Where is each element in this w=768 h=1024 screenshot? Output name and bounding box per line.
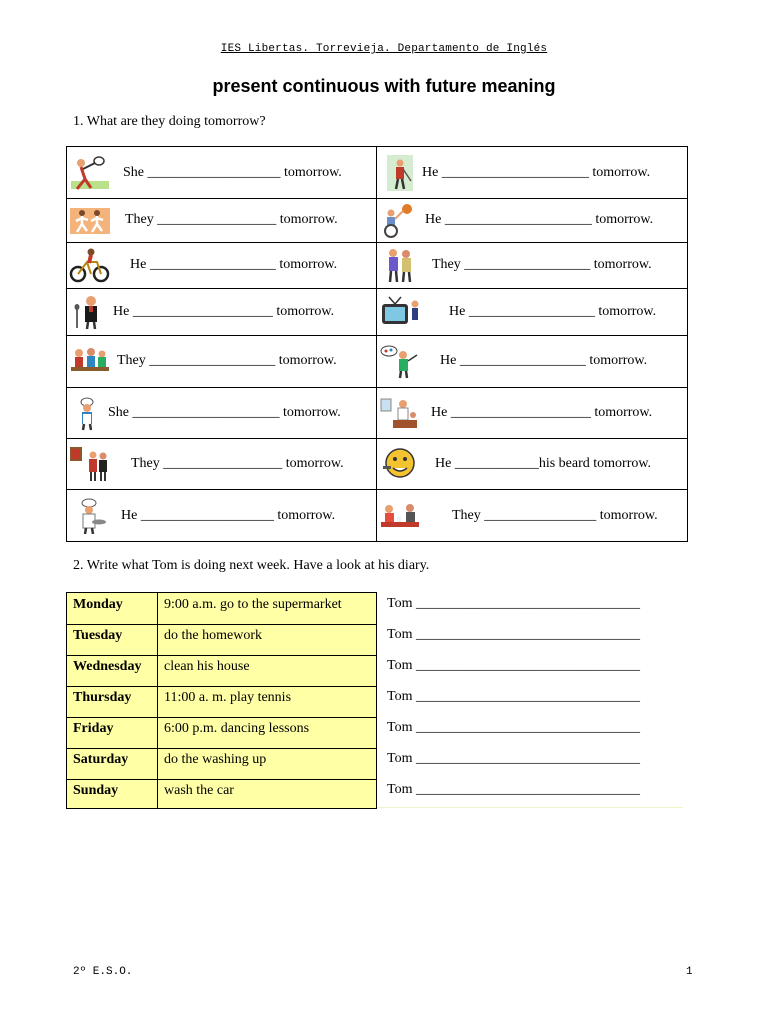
exercise1-item bbox=[377, 438, 688, 489]
diary-day: Tuesday bbox=[73, 628, 123, 643]
diary-activity: wash the car bbox=[164, 783, 234, 798]
diary-table bbox=[66, 592, 377, 809]
exercise1-sentence[interactable]: He __________________ tomorrow. bbox=[130, 257, 338, 272]
painter-icon bbox=[379, 343, 421, 379]
tom-answer-line[interactable]: Tom ________________________________ bbox=[387, 720, 640, 735]
diary-activity: 6:00 p.m. dancing lessons bbox=[164, 721, 310, 736]
exercise1-item bbox=[377, 335, 688, 387]
exercise1-item bbox=[67, 489, 376, 543]
exercise1-sentence[interactable]: She ___________________ tomorrow. bbox=[123, 164, 342, 180]
exercise1-sentence[interactable]: He __________________ tomorrow. bbox=[440, 353, 648, 368]
doctor-patient-icon bbox=[379, 395, 421, 431]
diary-day: Thursday bbox=[73, 690, 132, 705]
diary-activity: 9:00 a.m. go to the supermarket bbox=[164, 597, 342, 612]
footer-course: 2º E.S.O. bbox=[73, 966, 133, 978]
exercise1-item bbox=[67, 242, 376, 288]
exercise1-sentence[interactable]: He ____________________ tomorrow. bbox=[113, 303, 335, 319]
exercise2-instruction: 2. Write what Tom is doing next week. Have a look at his diary. bbox=[73, 558, 430, 573]
tom-answer-line[interactable]: Tom ________________________________ bbox=[387, 596, 640, 611]
tom-answer-line[interactable]: Tom ________________________________ bbox=[387, 689, 640, 704]
exercise1-grid bbox=[66, 146, 688, 542]
restaurant-couple-icon bbox=[379, 498, 421, 534]
exercise1-item bbox=[67, 288, 376, 335]
exercise1-item bbox=[377, 489, 688, 543]
shaving-man-icon bbox=[379, 446, 421, 482]
exercise1-sentence[interactable]: He _____________________ tomorrow. bbox=[422, 164, 651, 180]
exercise1-sentence[interactable]: They ________________ tomorrow. bbox=[452, 508, 658, 523]
exercise1-sentence[interactable]: They _________________ tomorrow. bbox=[131, 455, 344, 471]
exercise1-item bbox=[377, 242, 688, 288]
page-title: present continuous with future meaning bbox=[212, 76, 556, 96]
exercise1-sentence[interactable]: He _____________________ tomorrow. bbox=[425, 212, 654, 227]
exercise1-item bbox=[377, 288, 688, 335]
diary-day: Saturday bbox=[73, 752, 129, 767]
exercise1-sentence[interactable]: They _________________ tomorrow. bbox=[125, 212, 338, 227]
wheelchair-basketball-icon bbox=[379, 202, 421, 238]
exercise1-item bbox=[67, 438, 376, 489]
exercise1-sentence[interactable]: They __________________ tomorrow. bbox=[117, 353, 337, 368]
runners-icon bbox=[69, 202, 111, 238]
golfer-icon bbox=[379, 155, 421, 191]
exercise1-sentence[interactable]: He ___________________ tomorrow. bbox=[121, 508, 336, 523]
cook-icon bbox=[69, 395, 111, 431]
diary-day: Wednesday bbox=[73, 659, 142, 674]
exercise1-item bbox=[377, 147, 688, 198]
exercise1-item bbox=[67, 147, 376, 198]
exercise1-instruction: 1. What are they doing tomorrow? bbox=[73, 114, 266, 129]
tom-answer-line[interactable]: Tom ________________________________ bbox=[387, 627, 640, 642]
chef-icon bbox=[69, 498, 111, 534]
diary-activity: clean his house bbox=[164, 659, 250, 674]
exercise1-sentence[interactable]: He ____________his beard tomorrow. bbox=[435, 455, 652, 471]
tom-answer-line[interactable]: Tom ________________________________ bbox=[387, 658, 640, 673]
exercise1-item bbox=[67, 387, 376, 438]
diary-activity: do the washing up bbox=[164, 752, 267, 767]
tennis-player-icon bbox=[69, 155, 111, 191]
museum-visitors-icon bbox=[69, 446, 111, 482]
diary-day: Friday bbox=[73, 721, 114, 736]
exercise1-item bbox=[377, 198, 688, 242]
exercise1-item bbox=[377, 387, 688, 438]
tom-answer-line[interactable]: Tom ________________________________ bbox=[387, 782, 640, 797]
tom-answer-line[interactable]: Tom ________________________________ bbox=[387, 751, 640, 766]
diary-day: Monday bbox=[73, 597, 123, 612]
exercise1-item bbox=[67, 198, 376, 242]
television-viewer-icon bbox=[379, 294, 421, 330]
footer-page-number: 1 bbox=[686, 966, 693, 978]
exercise1-sentence[interactable]: He __________________ tomorrow. bbox=[449, 303, 657, 319]
cyclist-icon bbox=[69, 247, 111, 283]
school-header: IES Libertas. Torrevieja. Departamento de Inglés bbox=[220, 43, 548, 55]
diary-activity: 11:00 a. m. play tennis bbox=[164, 690, 292, 705]
singer-microphone-icon bbox=[69, 294, 111, 330]
exercise1-sentence[interactable]: She _____________________ tomorrow. bbox=[108, 404, 341, 420]
diary-day: Sunday bbox=[73, 783, 119, 798]
dancing-couple-icon bbox=[379, 247, 421, 283]
family-meal-icon bbox=[69, 343, 111, 379]
exercise1-sentence[interactable]: They __________________ tomorrow. bbox=[432, 257, 652, 272]
exercise1-item bbox=[67, 335, 376, 387]
diary-activity: do the homework bbox=[164, 628, 262, 643]
exercise1-sentence[interactable]: He ____________________ tomorrow. bbox=[431, 404, 653, 420]
